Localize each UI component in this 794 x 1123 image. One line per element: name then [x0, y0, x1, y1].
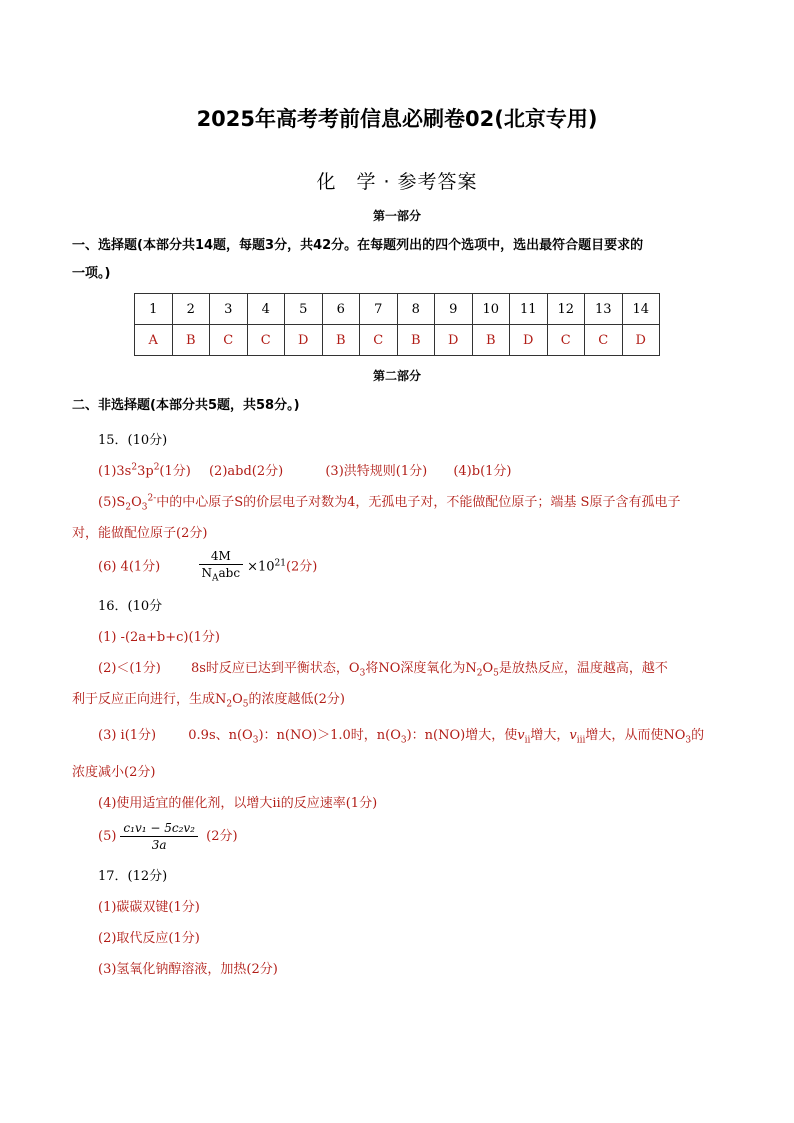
q15-fraction-numerator: 4M [199, 548, 244, 565]
q16-ans2-b: 8s时反应已达到平衡状态，O [190, 661, 360, 676]
question-number-cell: 7 [360, 294, 398, 325]
q15-ans1-sup1: 2 [131, 462, 138, 473]
q15-den-rest: abc [218, 566, 241, 580]
q16-rate-v-ii-sub: ii [524, 735, 531, 746]
page-title: 2025年高考考前信息必刷卷02(北京专用) [196, 107, 598, 131]
answer-cell: D [285, 325, 323, 356]
q15-density-fraction [199, 548, 244, 586]
q15-line1 [98, 460, 512, 479]
answer-cell: A [135, 325, 173, 356]
q16-l3-sub2: 5 [242, 699, 249, 710]
part2-label: 第二部分 [372, 369, 421, 383]
q16-ans3-a: (3) ⅰ(1分) [98, 728, 157, 743]
answer-cell: D [622, 325, 660, 356]
answer-row [135, 325, 660, 356]
q16-ans3-f: 增大，从而使NO [585, 728, 686, 743]
page-subtitle: 化 学 · 参考答案 [316, 171, 478, 193]
q16-ans2-c-o: O [482, 661, 494, 676]
question-number-row [135, 294, 660, 325]
part1-instruction-line1: 一、选择题(本部分共14题，每题3分，共42分。在每题列出的四个选项中，选出最符合题目要求的 [72, 238, 644, 253]
question-number-cell: 13 [585, 294, 623, 325]
q16-ans3-d: )：n(NO)增大，使 [406, 728, 518, 743]
q16-rate-v-ii: v [517, 728, 525, 743]
q16-ans3-c-sub: 3 [400, 735, 407, 746]
q16-l3-o: O [232, 692, 243, 707]
q15-exponent: 21 [274, 558, 286, 569]
q16-line7 [98, 820, 238, 853]
answer-cell: C [585, 325, 623, 356]
q16-header: 16．(10分 [98, 599, 163, 614]
answer-cell: D [435, 325, 473, 356]
q16-rate-v-iii-sub: iii [576, 735, 586, 746]
question-number-cell: 3 [210, 294, 248, 325]
q16-l3-a: 利于反应正向进行，生成N [72, 692, 227, 707]
q16-l3-b: 的浓度越低(2分) [248, 692, 345, 707]
q16-ans3-g: 的 [691, 728, 705, 743]
q16-ans2-c-sub1: 2 [476, 668, 483, 679]
question-number-cell: 4 [247, 294, 285, 325]
answer-cell: B [172, 325, 210, 356]
q16-ans3-c: )：n(NO)＞1.0时，n(O [258, 728, 401, 743]
question-number-cell: 1 [135, 294, 173, 325]
answer-cell: C [247, 325, 285, 356]
answer-cell: B [472, 325, 510, 356]
q15-line4 [98, 548, 317, 586]
q15-ans5-charge: 2- [147, 493, 157, 504]
question-number-cell: 10 [472, 294, 510, 325]
q15-ans1-sup2: 2 [153, 462, 160, 473]
q17-line3: (3)氢氧化钠醇溶液，加热(2分) [98, 962, 278, 977]
q16-line1: (1) -(2a+b+c)(1分) [98, 630, 220, 645]
q16-ans3-e: 增大， [530, 728, 570, 743]
q16-line6: (4)使用适宜的催化剂，以增大ⅱ的反应速率(1分) [98, 796, 378, 811]
q15-ans5-sub2: 3 [141, 502, 148, 513]
q16-ans2-b-sub: 3 [359, 668, 366, 679]
q16-ans3-f-sub: 3 [685, 735, 692, 746]
q16-ans2-d: 是放热反应，温度越高，越不 [498, 661, 668, 676]
q15-ans5-rest: 中的中心原子S的价层电子对数为4，无孤电子对，不能做配位原子；端基 S原子含有孤电子 [156, 495, 681, 510]
q15-ans2: (2)abd(2分) [208, 464, 284, 479]
answer-cell: C [360, 325, 398, 356]
part1-label: 第一部分 [372, 209, 421, 223]
answer-cell: D [510, 325, 548, 356]
q15-fraction-denominator [199, 565, 244, 586]
q15-ans1-mid: 3p [137, 464, 154, 479]
q16-ans2-a: (2)＜(1分) [98, 661, 161, 676]
q16-line2 [98, 657, 668, 679]
q16-ans2-c: 将NO深度氧化为N [365, 661, 477, 676]
question-number-cell: 8 [397, 294, 435, 325]
q16-line3 [72, 688, 345, 710]
part1-instruction [72, 232, 724, 288]
q15-ans4: (4)b(1分) [453, 464, 512, 479]
q17-line2: (2)取代反应(1分) [98, 931, 200, 946]
q15-den-sub: A [212, 573, 219, 584]
q15-header: 15．(10分) [98, 433, 168, 448]
q15-ans3: (3)洪特规则(1分) [325, 464, 428, 479]
q16-ans2-c-sub2: 5 [493, 668, 499, 679]
answer-cell: B [397, 325, 435, 356]
q16-ans3-b: 0.9s、n(O [188, 728, 253, 743]
q16-line4 [98, 724, 704, 746]
answer-cell: B [322, 325, 360, 356]
q17-header: 17．(12分) [98, 869, 168, 884]
q16-fraction-denominator: 3a [151, 838, 167, 852]
q15-ans1-score: (1分) [159, 464, 191, 479]
q15-ans5-pre: (5)S [98, 495, 126, 510]
q15-ans5-sub1: 2 [125, 502, 132, 513]
q15-line3: 对，能做配位原子(2分) [72, 526, 208, 541]
q15-ans5-o: O [131, 495, 142, 510]
question-number-cell: 11 [510, 294, 548, 325]
q16-ans3-b-sub: 3 [252, 735, 259, 746]
answer-table [134, 293, 660, 356]
part2-instruction: 二、非选择题(本部分共5题，共58分。) [72, 398, 300, 413]
question-number-cell: 12 [547, 294, 585, 325]
q15-ans6-score: (2分) [285, 559, 318, 575]
question-number-cell: 6 [322, 294, 360, 325]
q16-ans5-score: (2分) [206, 829, 238, 844]
q15-den-n: N [201, 566, 213, 580]
answer-cell: C [547, 325, 585, 356]
q16-ans5-fraction [120, 820, 198, 853]
question-number-cell: 2 [172, 294, 210, 325]
q15-ans1-text: (1)3s [98, 464, 132, 479]
question-number-cell: 9 [435, 294, 473, 325]
q17-line1: (1)碳碳双键(1分) [98, 900, 200, 915]
q15-line2 [98, 491, 680, 513]
q16-ans5-pre: (5) [98, 829, 117, 844]
q15-times: ×10 [247, 559, 275, 575]
q16-rate-v-iii: v [569, 728, 577, 743]
question-number-cell: 14 [622, 294, 660, 325]
part1-instruction-line2: 一项。) [72, 266, 111, 281]
q16-line5: 浓度减小(2分) [72, 765, 156, 780]
answer-cell: C [210, 325, 248, 356]
q16-fraction-numerator: c₁v₁ − 5c₂v₂ [120, 820, 198, 837]
q15-ans6: (6) 4(1分) [98, 559, 161, 575]
question-number-cell: 5 [285, 294, 323, 325]
q16-l3-sub1: 2 [226, 699, 233, 710]
